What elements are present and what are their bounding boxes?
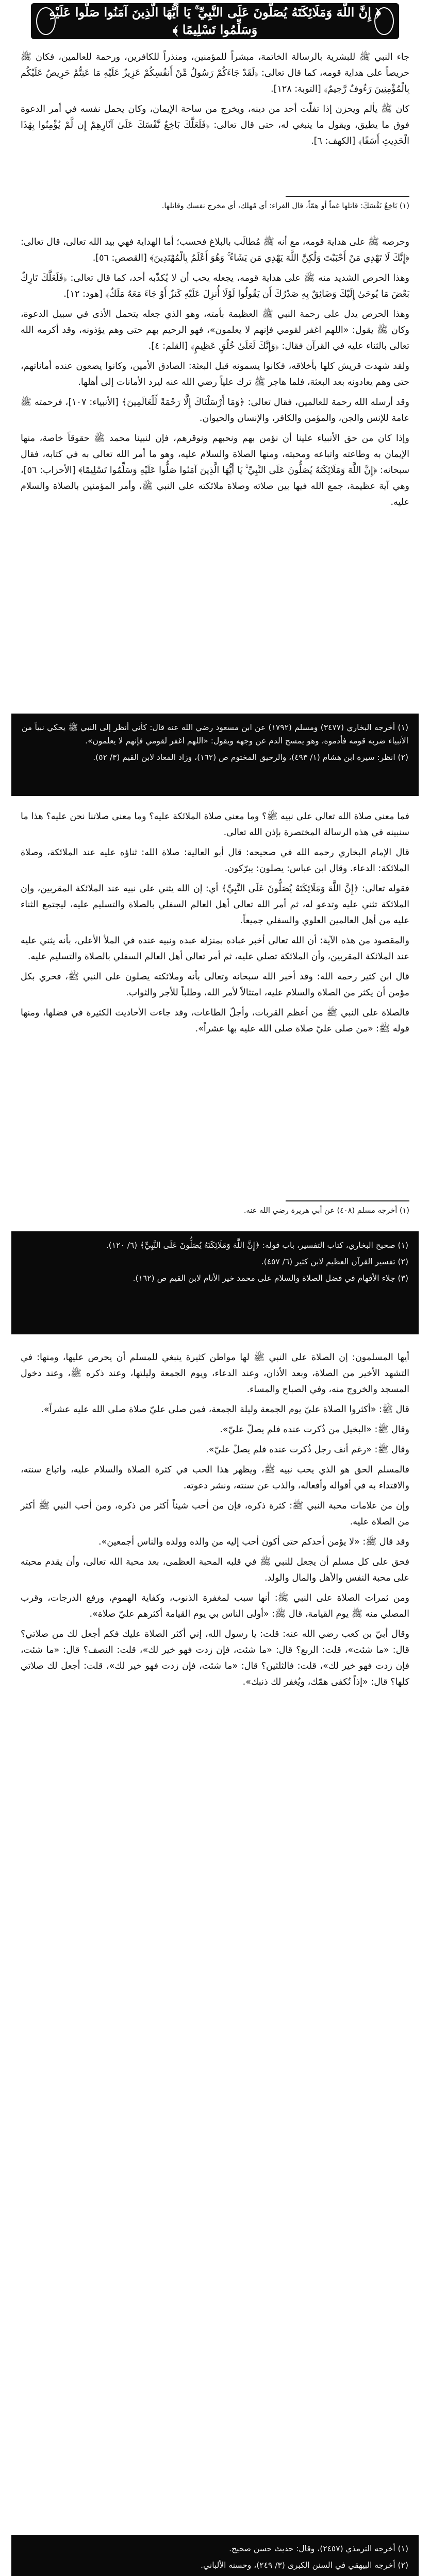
- footnote-text: (٣) جلاء الأفهام في فضل الصلاة والسلام على محمد خير الأنام لابن القيم ص (١٦٢).: [133, 1274, 408, 1283]
- footnote-text: (١) أخرجه البخاري (٣٤٧٧) ومسلم (١٧٩٢) عن ابن مسعود رضي الله عنه قال: كأني أنظر إلى النبي ﷺ يحكي نبياً من الأنبياء ضربه قومه فأدموه، وهو يمسح الدم عن وجهه ويقول: «اللهم اغفر لقومي فإنهم لا يعلمون».: [22, 723, 408, 745]
- footnote-text: (١) أخرجه مسلم (٤٠٨) عن أبي هريرة رضي الله عنه.: [243, 1207, 409, 1215]
- footnote-text: (٢) انظر: سيرة ابن هشام (١/ ٤٩٣)، والرحيق المختوم ص (١٦٢)، وزاد المعاد لابن القيم (٣/ ٥٢).: [93, 753, 408, 762]
- paragraph: وقال ﷺ: «البخيل من ذُكرت عنده فلم يصلّ عليّ».: [220, 1425, 409, 1435]
- paragraph: ولقد شهدت قريش كلها بأخلاقه، فكانوا يسمونه قبل البعثة: الصادق الأمين، وكانوا يضعون عنده أماناتهم، حتى وهم يعادونه بعد البعثة، فلما هاجر ﷺ ترك علياً رضي الله عنه ليرد الأمانات إلى أهلها.: [21, 361, 409, 387]
- paragraph: فالصلاة على النبي ﷺ من أعظم القربات، وأجلّ الطاعات، وقد جاءت الأحاديث الكثيرة في فضلها، ومنها قوله ﷺ: «من صلى عليّ صلاة صلى الله عليه بها عشراً».: [21, 1008, 409, 1034]
- paragraph: جاء النبي ﷺ للبشرية بالرسالة الخاتمة، مبشراً للمؤمنين، ومنذراً للكافرين، ورحمة للعالمين، فكان ﷺ حريصاً على هداية قومه، كما قال تعالى: ﴿لَقَدْ جَاءَكُمْ رَسُولٌ مِّنْ أَنفُسِكُمْ عَزِيزٌ عَلَيْهِ مَا عَنِتُّمْ حَرِيصٌ عَلَيْكُم بِالْمُؤْمِنِينَ رَءُوفٌ رَّحِيمٌ﴾ [التوبة: ١٢٨].: [21, 52, 409, 94]
- section-3: [0, 809, 430, 1041]
- paragraph: والمقصود من هذه الآية: أن الله تعالى أخبر عباده بمنزلة عبده ونبيه عنده في الملأ الأعلى، بأنه يثني عليه عند الملائكة المقربين، وأن الملائكة تصلي عليه، ثم أمر تعالى أهل العالم السفلي بالصلاة والتسليم عليه.: [21, 936, 409, 962]
- paragraph: وإن من علامات محبة النبي ﷺ: كثرة ذكره، فإن من أحب شيئاً أكثر من ذكره، ومن أحب النبي ﷺ أكثر من الصلاة عليه.: [21, 1501, 409, 1527]
- footnote-text: (١) صحيح البخاري، كتاب التفسير، باب قوله: ﴿إِنَّ اللَّهَ وَمَلَائِكَتَهُ يُصَلُّونَ عَلَى النَّبِيِّ﴾ (٦/ ١٢٠).: [106, 1241, 408, 1250]
- footnote-text: (١) أخرجه الترمذي (٢٤٥٧)، وقال: حديث حسن صحيح.: [229, 2544, 408, 2553]
- paragraph: قال ابن كثير رحمه الله: وقد أخبر الله سبحانه وتعالى بأنه وملائكته يصلون على النبي ﷺ، فحري بكل مؤمن أن يكثر من الصلاة والسلام عليه، امتثالاً لأمر الله، وطلباً للأجر والثواب.: [21, 972, 409, 998]
- section-4: [0, 1350, 430, 1694]
- footnotes-box-3: [11, 2535, 419, 2576]
- section-2: [0, 234, 430, 515]
- footnote-text: (٢) تفسير القرآن العظيم لابن كثير (٦/ ٤٥٧).: [261, 1257, 408, 1266]
- footnote-2: [0, 1205, 430, 1222]
- paragraph: وحرصه ﷺ على هداية قومه، مع أنه ﷺ مُطالَب بالبلاغ فحسب؛ أما الهداية فهي بيد الله تعالى، قال تعالى: ﴿إِنَّكَ لَا تَهْدِي مَنْ أَحْبَبْتَ وَلَٰكِنَّ اللَّهَ يَهْدِي مَن يَشَاءُ ۚ وَهُوَ أَعْلَمُ بِالْمُهْتَدِينَ﴾ [القصص: ٥٦].: [21, 237, 409, 263]
- footnotes-box-1: [11, 714, 419, 796]
- paragraph: أيها المسلمون: إن الصلاة على النبي ﷺ لها مواطن كثيرة ينبغي للمسلم أن يحرص عليها، ومنها: في التشهد الأخير من الصلاة، وبعد الأذان، وعند الدعاء، ويوم الجمعة وليلتها، وعند ذكره ﷺ، وعند دخول المسجد والخروج منه، وفي الصباح والمساء.: [21, 1352, 409, 1395]
- paragraph: قال ﷺ: «أكثروا الصلاة عليّ يوم الجمعة وليلة الجمعة، فمن صلى عليّ صلاة صلى الله عليه عشراً».: [41, 1404, 409, 1415]
- footnote-divider: [286, 1200, 409, 1201]
- paragraph: وقال ﷺ: «رغم أنف رجل ذُكرت عنده فلم يصلّ عليّ».: [206, 1445, 409, 1455]
- paragraph: وهذا الحرص الشديد منه ﷺ على هداية قومه، يجعله يحب أن لا يُكذّبه أحد، كما قال تعالى: ﴿فَلَعَلَّكَ تَارِكٌ بَعْضَ مَا يُوحَىٰ إِلَيْكَ وَضَائِقٌ بِهِ صَدْرُكَ أَن يَقُولُوا لَوْلَا أُنزِلَ عَلَيْهِ كَنزٌ أَوْ جَاءَ مَعَهُ مَلَكٌ﴾ [هود: ١٢].: [21, 273, 409, 299]
- paragraph: فالمسلم الحق هو الذي يحب نبيه ﷺ، ويظهر هذا الحب في كثرة الصلاة والسلام عليه، واتباع سنته، والاقتداء به في أقواله وأفعاله، والذب عن سنته، ونشر دعوته.: [21, 1465, 409, 1491]
- footnote-text: (٢) أخرجه البيهقي في السنن الكبرى (٣/ ٢٤٩)، وحسنه الألباني.: [201, 2561, 408, 2570]
- footnote-1: [0, 200, 430, 217]
- paragraph: كان ﷺ يألم ويحزن إذا تفلّت أحد من دينه، ويخرج من ساحة الإيمان، وكان يحمل نفسه في أمر الدعوة فوق ما يطيق، ويقول ما ينبغي له، حتى قال تعالى: ﴿فَلَعَلَّكَ بَاخِعٌ نَّفْسَكَ عَلَىٰ آثَارِهِمْ إِن لَّمْ يُؤْمِنُوا بِهَٰذَا الْحَدِيثِ أَسَفًا﴾ [الكهف: ٦].: [21, 104, 409, 146]
- footnote-text: (١) بَاخِعٌ نَفْسَكَ: قاتلها غماً أو همّاً، قال الفراء: أي مُهلك، أي مخرج نفسك وقاتلها.: [161, 202, 409, 210]
- paragraph: فما معنى صلاة الله تعالى على نبيه ﷺ؟ وما معنى صلاة الملائكة عليه؟ وما معنى صلاتنا نحن عليه؟ هذا ما سنبينه في هذه الرسالة المختصرة بإذن الله تعالى.: [21, 811, 409, 838]
- paragraph: وهذا الحرص يدل على رحمة النبي ﷺ العظيمة بأمته، وهو الذي جعله يتحمل الأذى في سبيل الدعوة، وكان ﷺ يقول: «اللهم اغفر لقومي فإنهم لا يعلمون»، فهو الرحيم بهم حتى وهم يؤذونه، وقد أكرمه الله تعالى بالثناء عليه في القرآن فقال: ﴿وَإِنَّكَ لَعَلَىٰ خُلُقٍ عَظِيمٍ﴾ [القلم: ٤].: [21, 309, 409, 351]
- header-banner: [31, 3, 399, 39]
- paragraph: وقد أرسله الله رحمة للعالمين، فقال تعالى: ﴿وَمَا أَرْسَلْنَاكَ إِلَّا رَحْمَةً لِّلْعَالَمِينَ﴾ [الأنبياء: ١٠٧]، فرحمته ﷺ عامة للإنس والجن، والمؤمن والكافر، والإنسان والحيوان.: [21, 397, 409, 423]
- paragraph: فقوله تعالى: ﴿إِنَّ اللَّهَ وَمَلَائِكَتَهُ يُصَلُّونَ عَلَى النَّبِيِّ﴾ أي: إن الله يثني على نبيه عند الملائكة المقربين، وإن الملائكة تثني عليه وتدعو له، ثم أمر الله تعالى أهل العالم السفلي بالصلاة والتسليم عليه، ليجتمع الثناء عليه من أهل العالمين العلوي والسفلي جميعاً.: [21, 884, 409, 926]
- paragraph: قال الإمام البخاري رحمه الله في صحيحه: قال أبو العالية: صلاة الله: ثناؤه عليه عند الملائكة، وصلاة الملائكة: الدعاء. وقال ابن عباس: يصلون: يبرّكون.: [21, 848, 409, 874]
- paragraph: فحق على كل مسلم أن يجعل للنبي ﷺ في قلبه المحبة العظمى، بعد محبة الله تعالى، وأن يقدم محبته على محبة النفس والأهل والمال والولد.: [21, 1557, 409, 1583]
- footnote-divider: [286, 196, 409, 197]
- paragraph: وإذا كان من حق الأنبياء علينا أن نؤمن بهم ونحبهم ونوقرهم، فإن لنبينا محمد ﷺ حقوقاً خاصة، منها الإيمان به وطاعته واتباعه ومحبته، ومنها الصلاة والسلام عليه، وهو ما أمر الله تعالى به في كتابه، فقال سبحانه: ﴿إِنَّ اللَّهَ وَمَلَائِكَتَهُ يُصَلُّونَ عَلَى النَّبِيِّ ۚ يَا أَيُّهَا الَّذِينَ آمَنُوا صَلُّوا عَلَيْهِ وَسَلِّمُوا تَسْلِيمًا﴾ [الأحزاب: ٥٦]، وهي آية عظيمة، جمع الله فيها بين صلاته وصلاة ملائكته على النبي ﷺ، وأمر المؤمنين بالصلاة والسلام عليه.: [21, 433, 409, 507]
- section-1: [0, 49, 430, 154]
- footnotes-box-2: [11, 1231, 419, 1334]
- paragraph: وقد قال ﷺ: «لا يؤمن أحدكم حتى أكون أحب إليه من والده وولده والناس أجمعين».: [98, 1537, 409, 1547]
- paragraph: ومن ثمرات الصلاة على النبي ﷺ: أنها سبب لمغفرة الذنوب، وكفاية الهموم، ورفع الدرجات، وقرب المصلي منه ﷺ يوم القيامة، قال ﷺ: «أولى الناس بي يوم القيامة أكثرهم عليّ صلاة».: [21, 1593, 409, 1619]
- paragraph: وقال أبيّ بن كعب رضي الله عنه: قلت: يا رسول الله، إني أكثر الصلاة عليك فكم أجعل لك من صلاتي؟ قال: «ما شئت»، قلت: الربع؟ قال: «ما شئت، فإن زدت فهو خير لك»، قلت: النصف؟ قال: «ما شئت، فإن زدت فهو خير لك»، قلت: فالثلثين؟ قال: «ما شئت، فإن زدت فهو خير لك»، قلت: أجعل لك صلاتي كلها؟ قال: «إذاً تُكفى همّك، ويُغفر لك ذنبك».: [21, 1629, 409, 1687]
- header-verse: ﴿ إِنَّ اللَّهَ وَمَلَائِكَتَهُ يُصَلُّونَ عَلَى النَّبِيِّ ۚ يَا أَيُّهَا الَّذِينَ آمَنُوا صَلُّوا عَلَيْهِ وَسَلِّمُوا تَسْلِيمًا ﴾: [49, 5, 381, 37]
